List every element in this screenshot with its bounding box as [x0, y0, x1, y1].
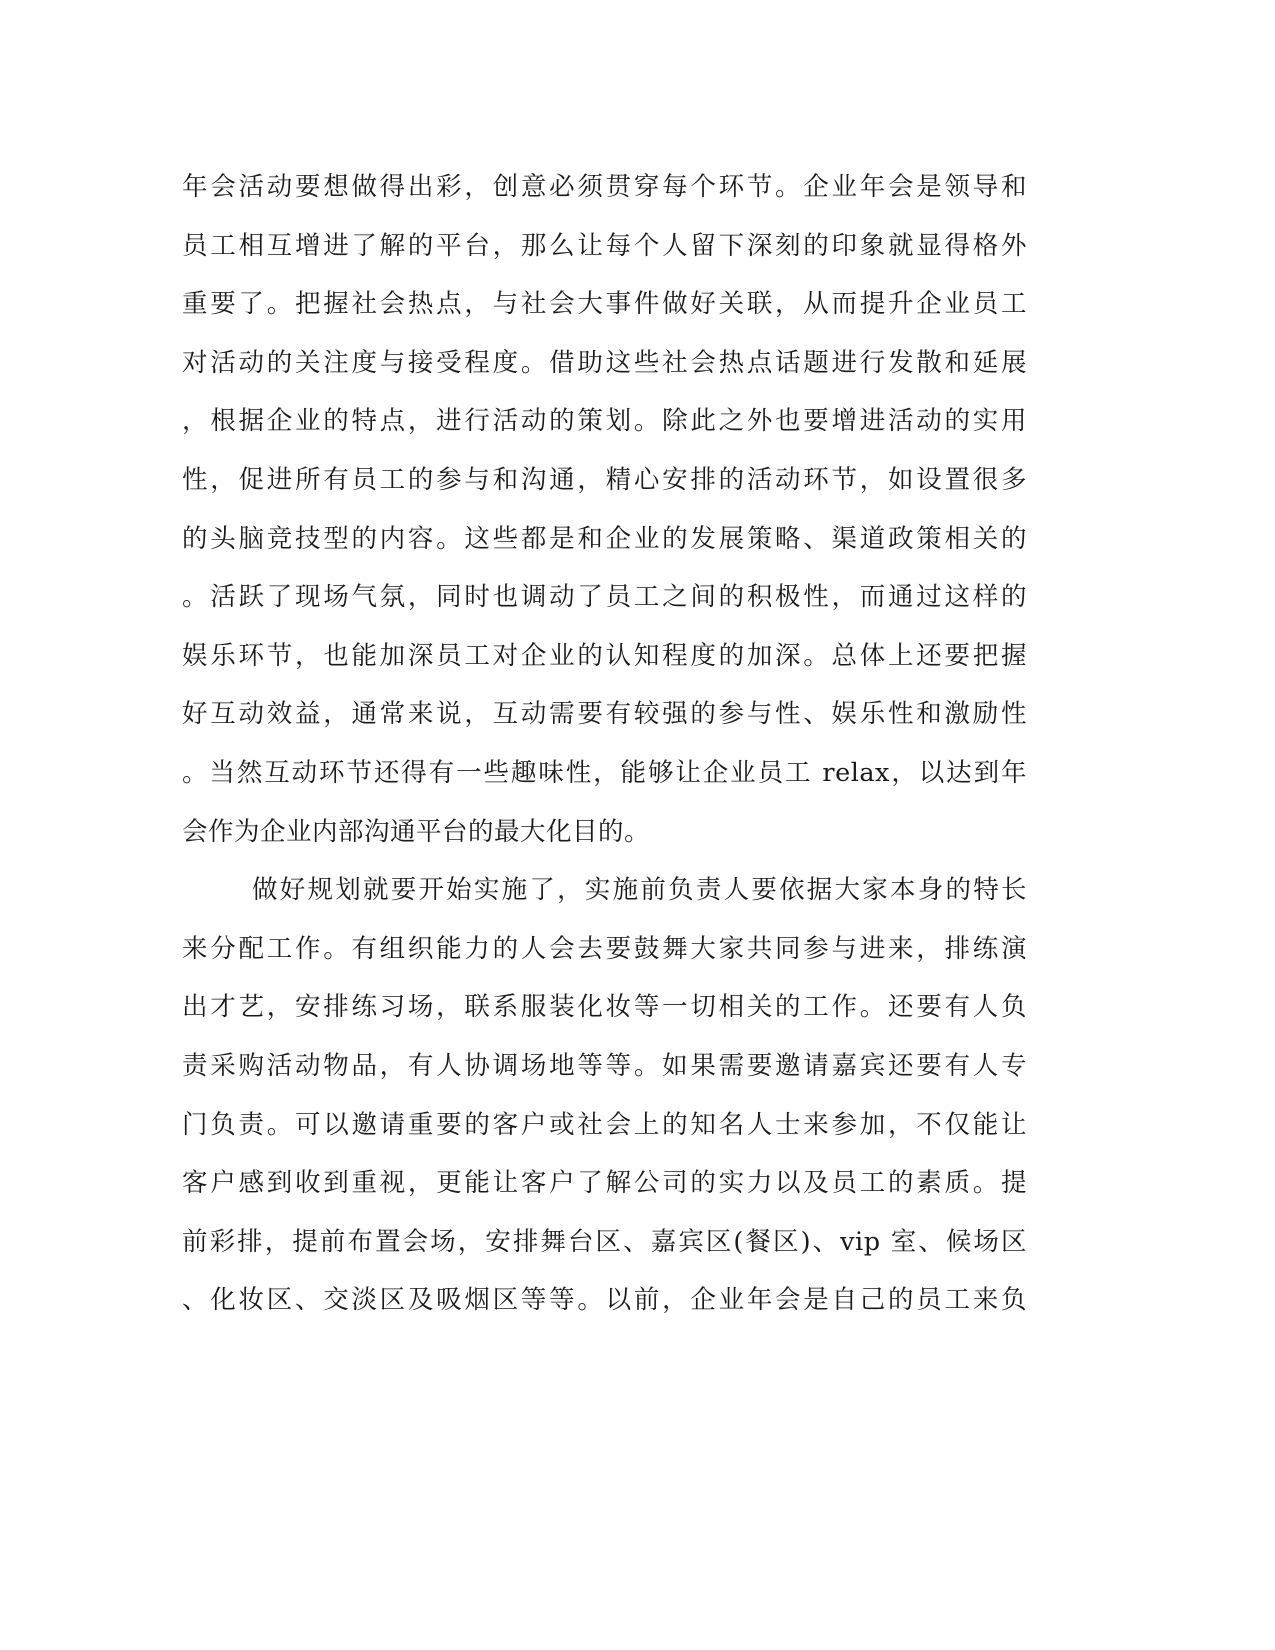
document-body [182, 158, 1027, 1330]
text-line: 。活跃了现场气氛，同时也调动了员工之间的积极性，而通过这样的 [182, 582, 1027, 613]
text-line: 性，促进所有员工的参与和沟通，精心安排的活动环节，如设置很多 [182, 464, 1027, 495]
text-line: 年会活动要想做得出彩，创意必须贯穿每个环节。企业年会是领导和 [182, 172, 1027, 202]
text-line: 对活动的关注度与接受程度。借助这些社会热点话题进行发散和延展 [182, 347, 1027, 378]
text-line: 的头脑竞技型的内容。这些都是和企业的发展策略、渠道政策相关的 [182, 523, 1027, 554]
text-line: 员工相互增进了解的平台，那么让每个人留下深刻的印象就显得格外 [182, 230, 1027, 261]
text-line: ，根据企业的特点，进行活动的策划。除此之外也要增进活动的实用 [182, 406, 1027, 437]
text-line: 好互动效益，通常来说，互动需要有较强的参与性、娱乐性和激励性 [182, 699, 1027, 730]
text-line: 会作为企业内部沟通平台的最大化目的。 [182, 816, 651, 847]
text-line: 责采购活动物品，有人协调场地等等。如果需要邀请嘉宾还要有人专 [182, 1050, 1027, 1081]
text-line: 做好规划就要开始实施了，实施前负责人要依据大家本身的特长 [252, 875, 1027, 906]
text-line: 前彩排，提前布置会场，安排舞台区、嘉宾区(餐区)、vip 室、候场区 [182, 1226, 1027, 1257]
paragraph-2 [182, 861, 1027, 1330]
text-line: 出才艺，安排练习场，联系服装化妆等一切相关的工作。还要有人负 [182, 992, 1027, 1023]
text-line: 娱乐环节，也能加深员工对企业的认知程度的加深。总体上还要把握 [182, 640, 1027, 671]
text-line: 门负责。可以邀请重要的客户或社会上的知名人士来参加，不仅能让 [182, 1109, 1027, 1140]
text-line: 来分配工作。有组织能力的人会去要鼓舞大家共同参与进来，排练演 [182, 933, 1027, 964]
text-line: 重要了。把握社会热点，与社会大事件做好关联，从而提升企业员工 [182, 289, 1027, 320]
text-line: 。当然互动环节还得有一些趣味性，能够让企业员工 relax，以达到年 [182, 757, 1027, 788]
text-line: 客户感到收到重视，更能让客户了解公司的实力以及员工的素质。提 [182, 1168, 1027, 1199]
paragraph-1 [182, 158, 1027, 861]
text-line: 、化妆区、交淡区及吸烟区等等。以前，企业年会是自己的员工来负 [182, 1285, 1027, 1316]
